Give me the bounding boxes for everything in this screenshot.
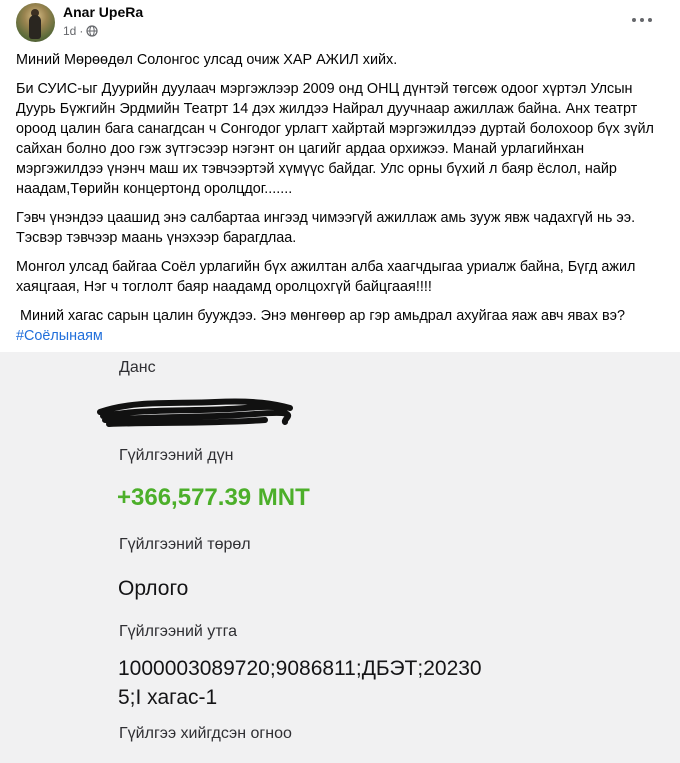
avatar-figure [29,15,41,39]
redaction-scribble [95,394,295,434]
post-time[interactable]: 1d [63,24,77,38]
post-paragraph: Миний Мөрөөдөл Солонгос улсад очиж ХАР АЖИЛ хийх. [16,52,398,68]
post-meta [63,24,98,38]
post-paragraph: Би СУИС-ыг Дуурийн дуулаач мэргэжлээр 2009 онд ОНЦ дүнтэй төгсөж одоог хүртэл Улсын Дуурь Бүжгийн Эрдмийн Театрт 14 дэх жилдээ Найрал дуучнаар ажиллаж байна. Анх театрт ороод цалин бага санагдсан ч Сонгодог урлагт хайртай мэргэжилдээ дуртай болохоор бүх зүйл сайхан болно доо гэж зүтгэсээр нэгэнт он цагийг ардаа орхижээ. Манай урлагийнхан мэргэжилдээ үнэнч маш их тэвчээртэй хүмүүс байдаг. Улс орны бүхий л баяр ёслол, найр наадам,Төрийн концертонд оролцдог....... [16,81,654,197]
author-name[interactable]: Anar UpeRa [63,4,144,20]
post-paragraph: Монгол улсад байгаа Соёл урлагийн бүх ажилтан алба хаагчдыгаа уриалж байна, Бүгд ажил хаяцгаая, Нэг ч тоглолт баяр наадамд оролцохгүй байцгаая!!!! [16,259,636,295]
post-paragraph [16,306,666,346]
more-options-dot [648,18,652,22]
more-options-icon [632,18,636,22]
type-label: Гүйлгээний төрөл [119,536,251,553]
type-value: Орлого [118,577,189,600]
post-image-receipt[interactable] [0,352,680,763]
purpose-label: Гүйлгээний утга [119,623,237,640]
purpose-value-line2: 5;I хагас-1 [118,686,218,709]
author-avatar[interactable] [16,3,55,42]
account-label: Данс [119,359,156,376]
more-options-dot [640,18,644,22]
post-header [0,0,680,46]
globe-icon [86,25,98,37]
transaction-amount: +366,577.39 MNT [117,484,310,511]
hashtag-link[interactable]: #Соёлынаям [16,328,103,344]
post-paragraph-text: Миний хагас сарын цалин бууждээ. Энэ мөнгөөр ар гэр амьдрал ахуйгаа яаж авч явах вэ? [16,308,625,324]
meta-separator: · [79,24,84,38]
more-options-button[interactable] [624,6,660,34]
post-paragraph: Гэвч үнэндээ цаашид энэ салбартаа ингээд чимээгүй ажиллаж амь зууж явж чадахгүй нь ээ. Тэсвэр тэвчээр маань үнэхээр барагдлаа. [16,210,636,246]
date-label: Гүйлгээ хийгдсэн огноо [119,725,292,742]
amount-label: Гүйлгээний дүн [119,447,234,464]
post-body [16,50,666,346]
purpose-value-line1: 1000003089720;9086811;ДБЭТ;20230 [118,657,482,680]
